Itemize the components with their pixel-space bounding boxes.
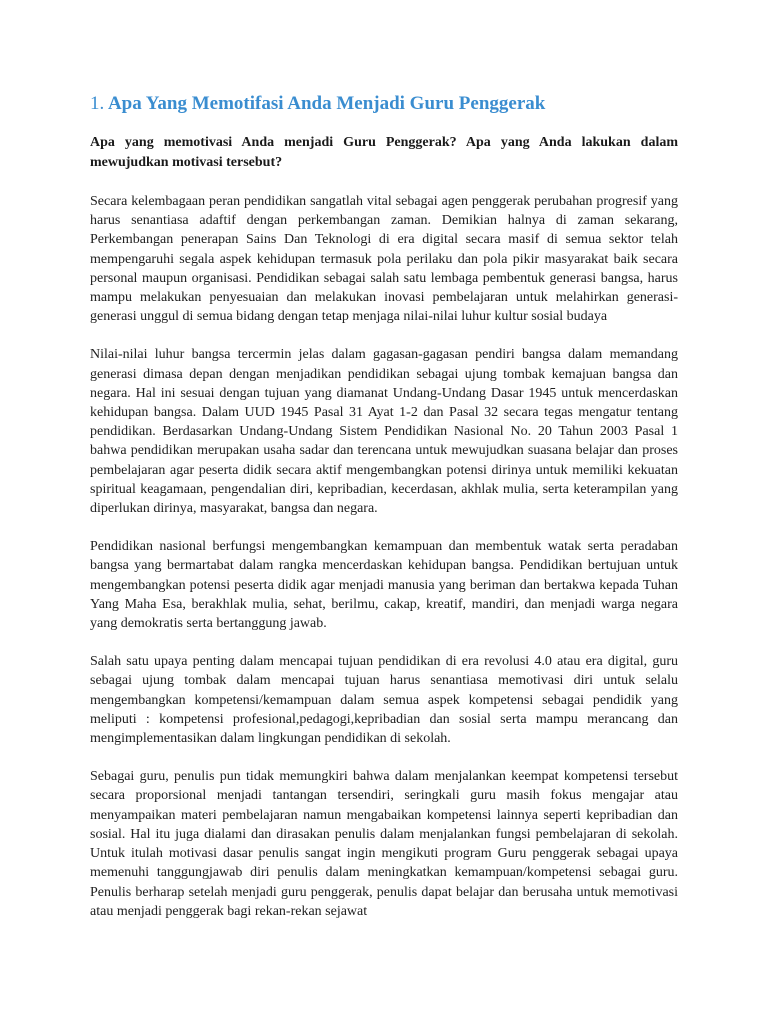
paragraph-3: Pendidikan nasional berfungsi mengembangkan kemampuan dan membentuk watak serta peradaban bangsa yang bermartabat dalam rangka mencerdaskan kehidupan bangsa. Pendidikan bertujuan untuk mengembangkan potensi peserta didik agar menjadi manusia yang beriman dan bertakwa kepada Tuhan Yang Maha Esa, berakhlak mulia, sehat, berilmu, cakap, kreatif, mandiri, dan menjadi warga negara yang demokratis serta bertanggung jawab.: [90, 539, 678, 632]
paragraph-1: Secara kelembagaan peran pendidikan sangatlah vital sebagai agen penggerak perubahan progresif yang harus senantiasa adaftif dengan perkembangan zaman. Demikian halnya di zaman sekarang, Perkembangan penerapan Sains Dan Teknologi di era digital secara masif di semua sektor telah mempengaruhi segala aspek kehidupan termasuk pola perilaku dan pola pikir masyarakat baik secara personal maupun organisasi. Pendidikan sebagai salah satu lembaga pembentuk generasi bangsa, harus mampu melakukan penyesuaian dan melakukan inovasi pembelajaran untuk melahirkan generasi-generasi unggul di semua bidang dengan tetap menjaga nilai-nilai luhur kultur sosial budaya: [90, 194, 678, 325]
heading-title: Apa Yang Memotifasi Anda Menjadi Guru Penggerak: [107, 93, 546, 114]
paragraph-4: Salah satu upaya penting dalam mencapai tujuan pendidikan di era revolusi 4.0 atau era digital, guru sebagai ujung tombak dalam mencapai tujuan harus senantiasa memotivasi diri untuk selalu mengembangkan kompetensi/kemampuan dalam semua aspek kompetensi sebagai pendidik yang meliputi : kompetensi profesional,pedagogi,kepribadian dan sosial serta mampu merancang dan mengimplementasikan dalam lingkungan pendidikan di sekolah.: [90, 654, 678, 747]
paragraph-2: Nilai-nilai luhur bangsa tercermin jelas dalam gagasan-gagasan pendiri bangsa dalam memandang generasi dimasa depan dengan menjadikan pendidikan sebagai ujung tombak kemajuan bangsa dan negara. Hal ini sesuai dengan tujuan yang diamanat Undang-Undang Dasar 1945 untuk mencerdaskan kehidupan bangsa. Dalam UUD 1945 Pasal 31 Ayat 1-2 dan Pasal 32 secara tegas mengatur tentang pendidikan. Berdasarkan Undang-Undang Sistem Pendidikan Nasional No. 20 Tahun 2003 Pasal 1 bahwa pendidikan merupakan usaha sadar dan terencana untuk mewujudkan suasana belajar dan proses pembelajaran agar peserta didik secara aktif mengembangkan potensi dirinya untuk memiliki kekuatan spiritual keagamaan, pengendalian diri, kepribadian, kecerdasan, akhlak mulia, serta keterampilan yang diperlukan dirinya, masyarakat, bangsa dan negara.: [90, 347, 678, 517]
question-text: Apa yang memotivasi Anda menjadi Guru Penggerak? Apa yang Anda lakukan dalam mewujudkan motivasi tersebut?: [90, 135, 678, 170]
section-heading: [90, 92, 678, 116]
heading-number: 1.: [90, 93, 105, 114]
paragraph-5: Sebagai guru, penulis pun tidak memungkiri bahwa dalam menjalankan keempat kompetensi tersebut secara proporsional menjadi tantangan tersendiri, seringkali guru masih fokus mengajar atau menyampaikan materi pembelajaran namun mengabaikan kompetensi lainnya seperti kepribadian dan sosial. Hal itu juga dialami dan dirasakan penulis dalam menjalankan fungsi pembelajaran di sekolah. Untuk itulah motivasi dasar penulis sangat ingin mengikuti program Guru penggerak sebagai upaya memenuhi tanggungjawab diri penulis dalam meningkatkan kemampuan/kompetensi sebagai guru. Penulis berharap setelah menjadi guru penggerak, penulis dapat belajar dan berusaha untuk memotivasi atau menjadi penggerak bagi rekan-rekan sejawat: [90, 769, 678, 919]
